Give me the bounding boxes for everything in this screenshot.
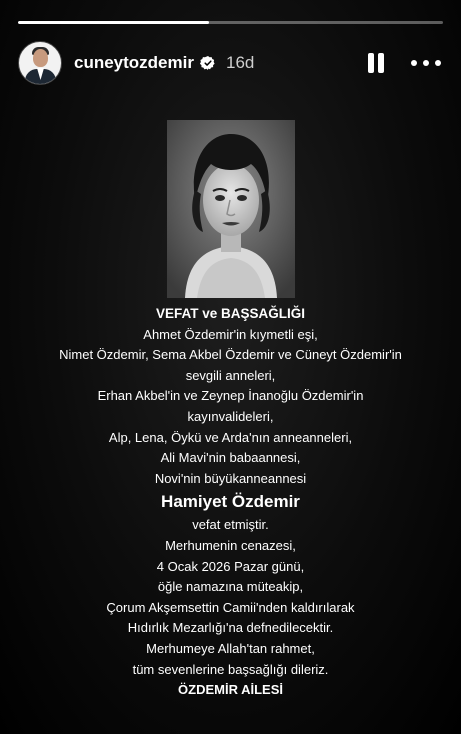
text-line: Alp, Lena, Öykü ve Arda'nın anneanneleri, <box>108 429 353 445</box>
pause-icon[interactable] <box>365 52 387 74</box>
obituary-card <box>36 100 425 701</box>
text-line: Merhumenin cenazesi, <box>165 537 296 553</box>
obituary-heading: VEFAT ve BAŞSAĞLIĞI <box>155 306 306 321</box>
portrait-photo <box>167 120 295 298</box>
story-progress-fill <box>18 21 209 24</box>
avatar[interactable] <box>18 41 62 85</box>
text-line: Ahmet Özdemir'in kıymetli eşi, <box>143 326 318 342</box>
text-line: Erhan Akbel'in ve Zeynep İnanoğlu Özdemir'in <box>97 388 364 404</box>
text-line: öğle namazına müteakip, <box>157 579 304 595</box>
story-progress-bar <box>18 21 443 24</box>
verified-badge-icon <box>200 55 216 71</box>
text-line: 4 Ocak 2026 Pazar günü, <box>156 558 305 574</box>
story-time: 16d <box>225 53 255 72</box>
text-line: Çorum Akşemsettin Camii'nden kaldırılarak <box>106 599 355 615</box>
text-line: Merhumeye Allah'tan rahmet, <box>146 640 315 656</box>
obituary-text <box>36 304 425 701</box>
username[interactable]: cuneytozdemir <box>74 53 194 72</box>
portrait-image <box>167 120 295 298</box>
text-line: Ali Mavi'nin babaannesi, <box>160 450 301 466</box>
text-line: tüm sevenlerine başsağlığı dileriz. <box>132 661 329 677</box>
text-line: vefat etmiştir. <box>192 517 269 533</box>
family-signature: ÖZDEMİR AİLESİ <box>178 682 283 698</box>
story-header <box>18 40 443 86</box>
text-line: kayınvalideleri, <box>187 408 274 424</box>
text-line: Hıdırlık Mezarlığı'na defnedilecektir. <box>127 620 334 636</box>
more-icon[interactable] <box>411 52 441 74</box>
text-line: sevgili anneleri, <box>185 367 276 383</box>
text-line: Nimet Özdemir, Sema Akbel Özdemir ve Cüneyt Özdemir'in <box>59 347 402 363</box>
text-line: Novi'nin büyükanneannesi <box>154 470 307 486</box>
deceased-name: Hamiyet Özdemir <box>161 492 300 512</box>
